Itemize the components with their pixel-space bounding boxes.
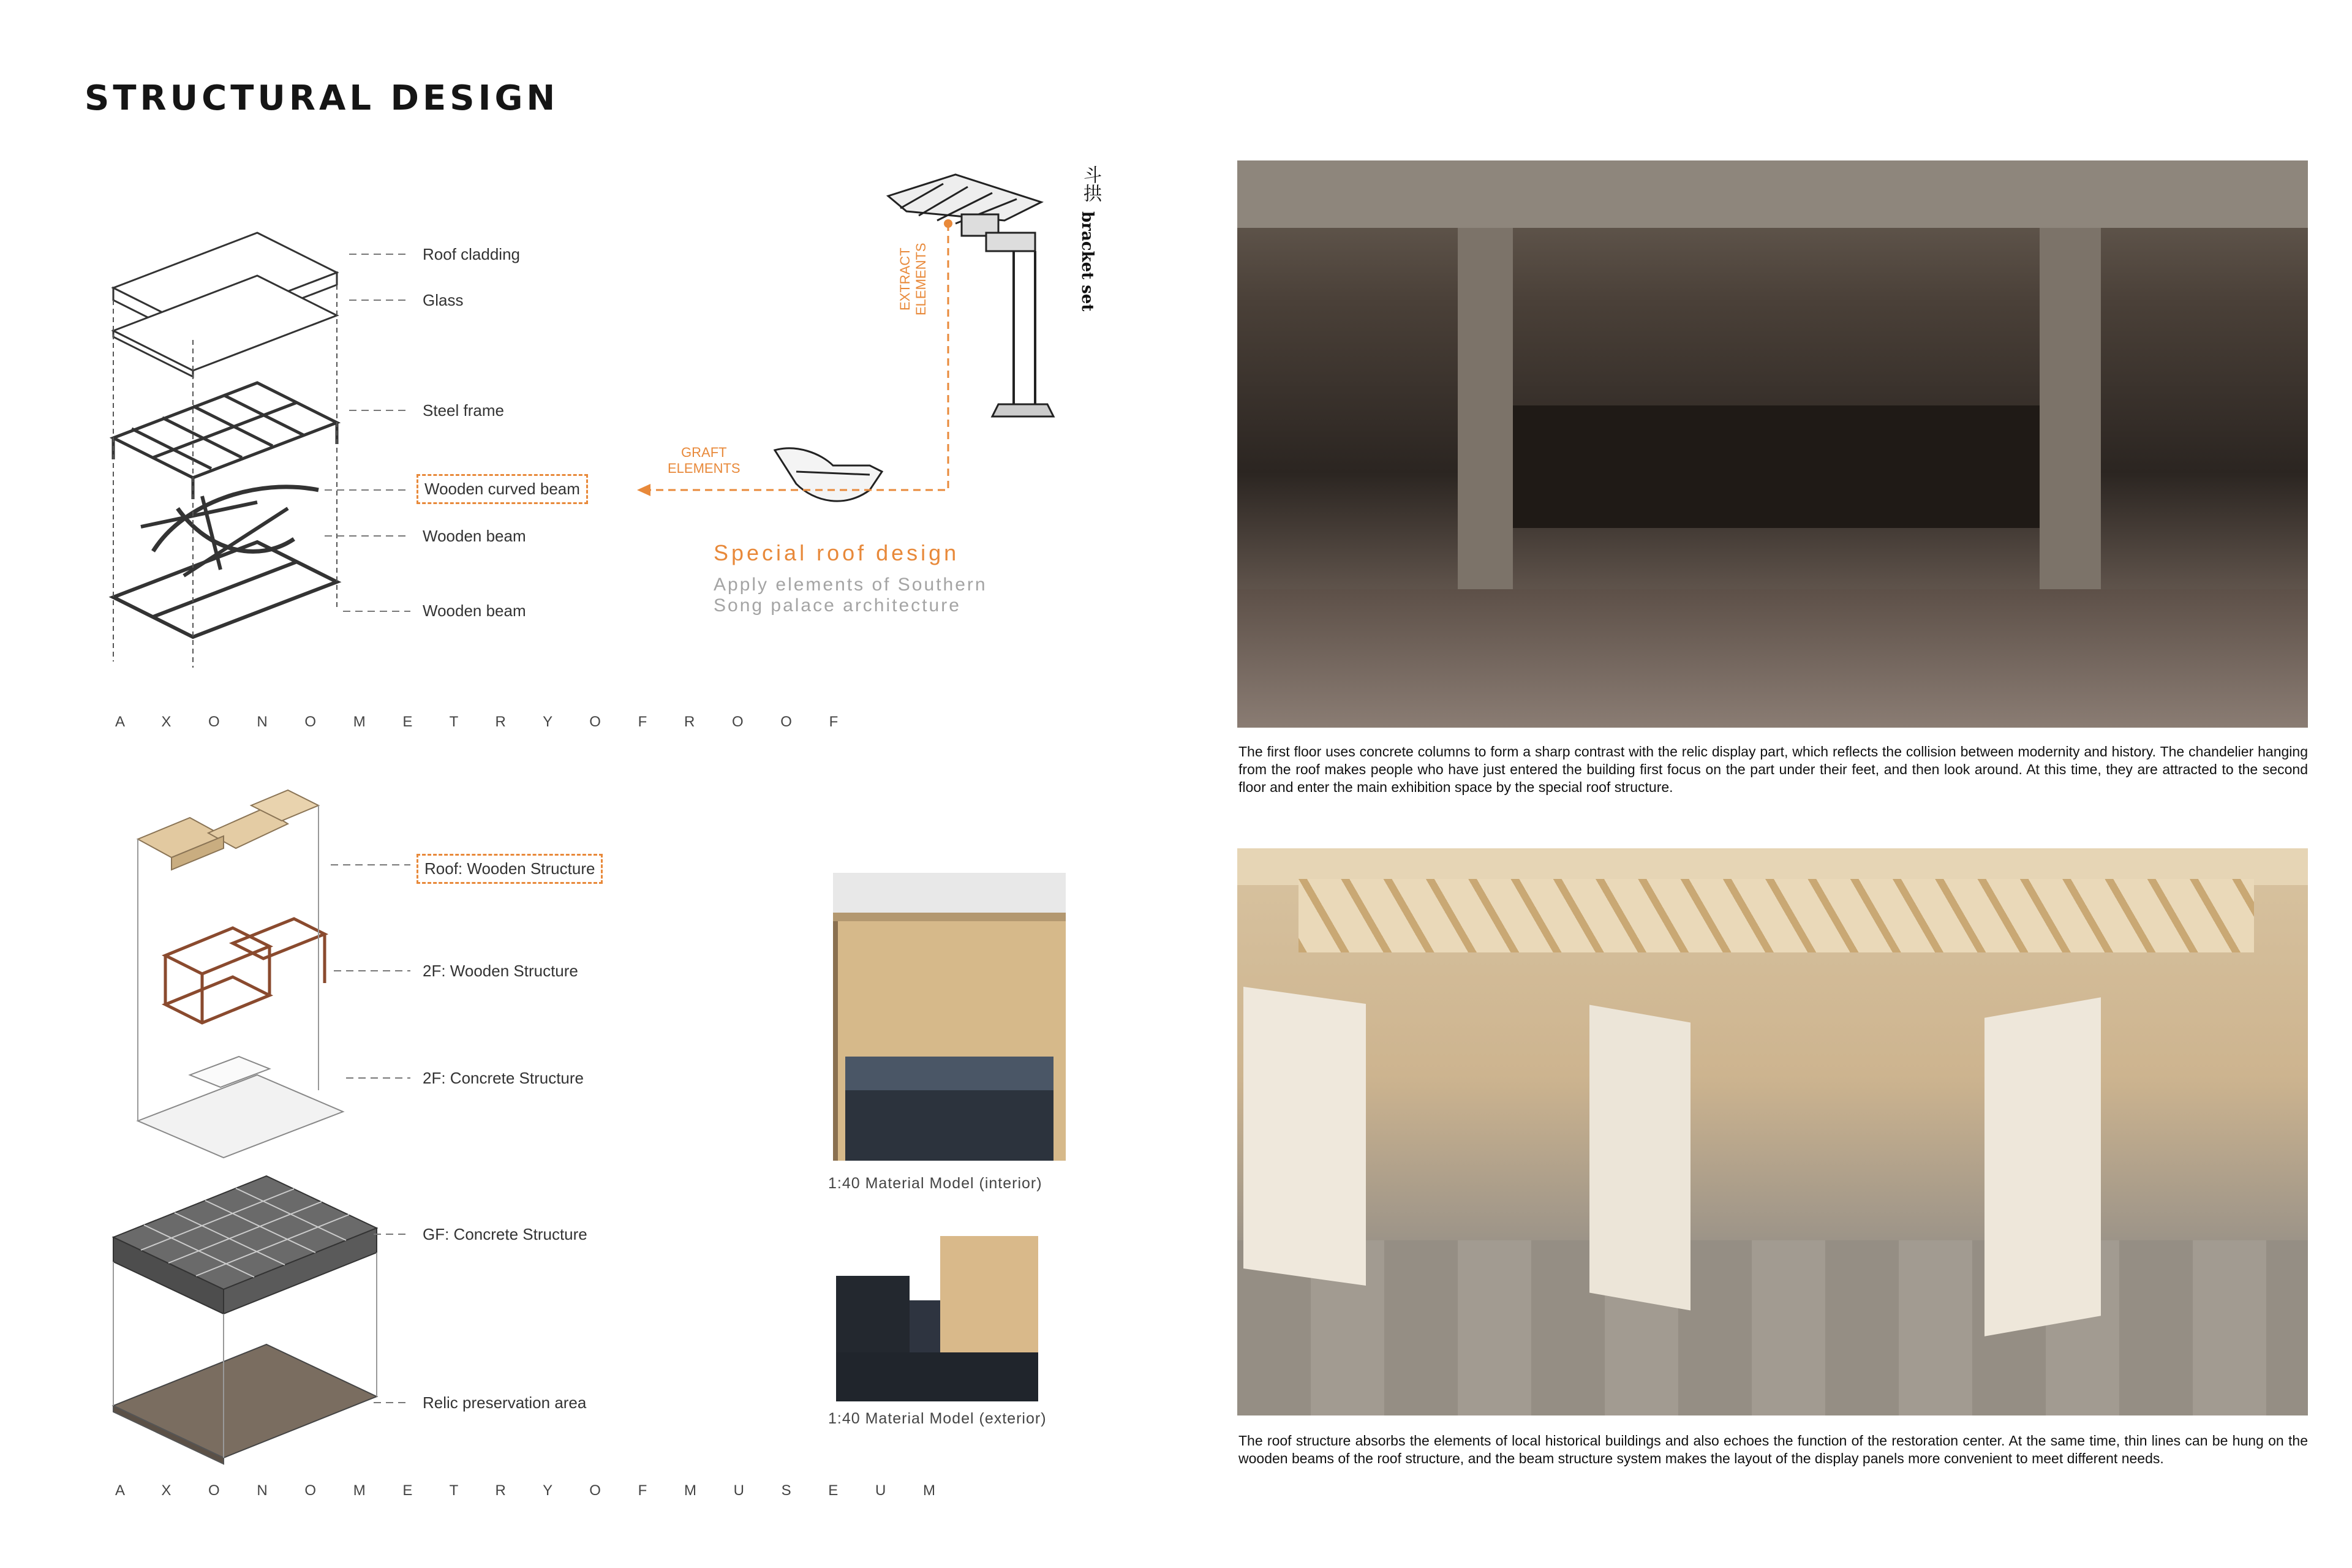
- roof-layer-label: Wooden beam: [423, 601, 526, 620]
- page-title: STRUCTURAL DESIGN: [85, 78, 559, 118]
- interior-model-caption: 1:40 Material Model (interior): [828, 1175, 1042, 1192]
- exterior-model-photo: [836, 1236, 1038, 1401]
- first-floor-caption: The first floor uses concrete columns to form a sharp contrast with the relic display part, which reflects the collision between modernity and history. The chandelier hanging from the roof makes people who have just entered the building first focus on the part under their feet, and then look around. At this time, they are attracted to the second floor and enter the main exhibition space by the special roof structure.: [1238, 744, 2308, 795]
- museum-layer-label: GF: Concrete Structure: [423, 1225, 587, 1243]
- second-floor-render: [1237, 848, 2308, 1415]
- museum-axonometry-caption: A X O N O M E T R Y O F M U S E U M: [115, 1482, 952, 1499]
- roof-axonometry-caption: A X O N O M E T R Y O F R O O F: [115, 714, 855, 730]
- first-floor-render: [1237, 160, 2308, 728]
- roof-layer-label: Wooden beam: [423, 527, 526, 545]
- museum-layer-label-highlighted: Roof: Wooden Structure: [417, 854, 603, 884]
- museum-layer-label: 2F: Wooden Structure: [423, 962, 578, 980]
- roof-layer-label-highlighted: Wooden curved beam: [417, 474, 588, 504]
- second-floor-caption: The roof structure absorbs the elements of local historical buildings and also echoes the function of the restoration center. At the same time, thin lines can be hung on the wooden beams of the roof structure, and the beam structure system makes the layout of the display panels more convenient to meet different needs.: [1238, 1433, 2308, 1466]
- special-roof-title: Special roof design: [714, 540, 960, 565]
- graft-elements-label: GRAFT ELEMENTS: [668, 445, 741, 476]
- extract-elements-label: EXTRACT ELEMENTS: [897, 243, 929, 315]
- roof-layer-label: Roof cladding: [423, 245, 520, 263]
- museum-layer-label: Relic preservation area: [423, 1393, 587, 1412]
- roof-layer-label: Steel frame: [423, 401, 504, 420]
- interior-model-photo: [833, 873, 1066, 1161]
- bracket-set-chinese-label: 斗拱: [1080, 165, 1101, 202]
- roof-layer-label: Glass: [423, 291, 464, 309]
- museum-axonometry-drawing: [0, 0, 674, 1531]
- exterior-model-caption: 1:40 Material Model (exterior): [828, 1410, 1047, 1427]
- museum-layer-label: 2F: Concrete Structure: [423, 1069, 584, 1087]
- bracket-set-label: bracket set: [1078, 211, 1096, 312]
- special-roof-subtitle: Apply elements of Southern Song palace architecture: [714, 575, 987, 616]
